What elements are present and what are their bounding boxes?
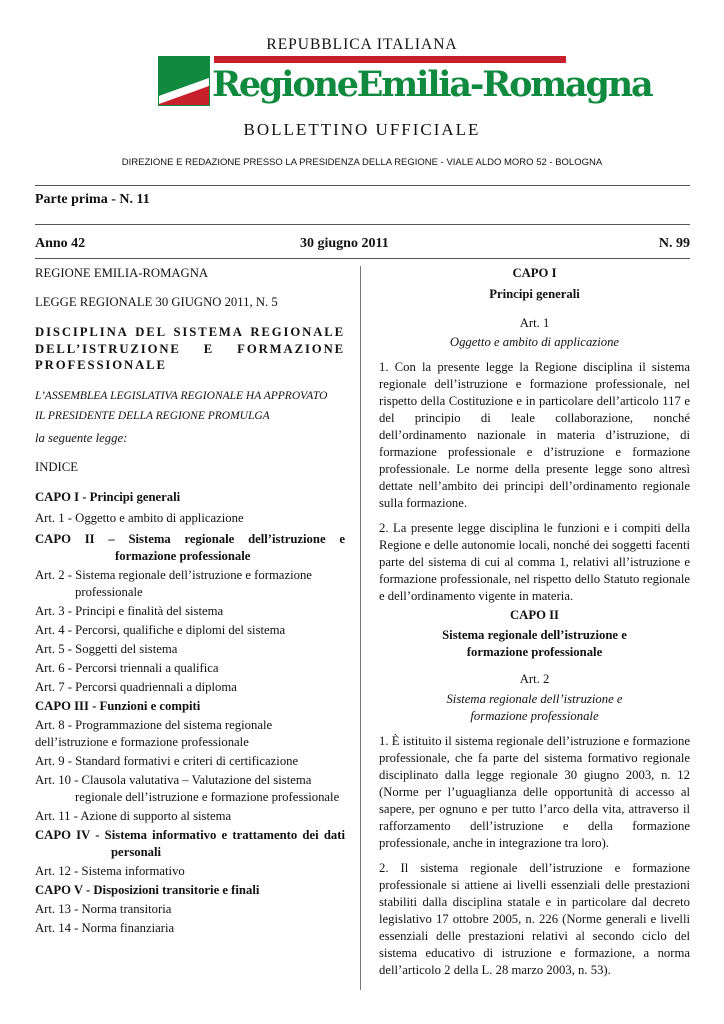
president-promulgation: IL PRESIDENTE DELLA REGIONE PROMULGA [35, 409, 270, 422]
art-2-paragraph-1: 1. È istituito il sistema regionale dell’istruzione e formazione professionale, che fa parte del sistema formativo regionale disciplinato dalla legge regionale 30 giugno 2003, n. 12 (Norme per l’uguaglianza delle opportunità di accesso al sapere, per ognuno e per tutto l’arco della vita, attraverso il rafforzamento dell’istruzione e della formazione professionale, anche in integrazione tra loro). [379, 734, 690, 850]
art-2-paragraph-2: 2. Il sistema regionale dell’istruzione e formazione professionale si attiene ai livelli essenziali delle prestazioni stabiliti dalla disciplina statale e in particolare dal decreto legislativo 17 ottobre 2005, n. 226 (Norme generali e livelli essenziali delle prestazioni relativi al secondo ciclo del sistema educativo di istruzione e formazione, a norma dell’articolo 2 della L. 28 marzo 2003, n. 53). [379, 861, 690, 977]
art-1-paragraph-2: 2. La presente legge disciplina le funzioni e i compiti della Regione e delle autonomie locali, nonché dei soggetti facenti parte del sistema di cui al comma 1, relativi all’istruzione e formazione professionale, nel rispetto dello Statuto regionale e dell’ordinamento vigente in materia. [379, 521, 690, 603]
art-2-heading: Art. 2 [519, 672, 550, 686]
art-2-title: Sistema regionale dell’istruzione e formazione professionale [446, 692, 623, 723]
art-1-paragraph-1: 1. Con la presente legge la Regione disciplina il sistema regionale dell’istruzione e formazione professionale, nel rispetto della Costituzione e in particolare dell’articolo 117 e del principio di leale collaborazione, nonché dell’ordinamento nazionale in materia d’istruzione, di formazione professionale e d’istruzione e formazione professionale. Le norme della presente legge sono altresì dettate nell’ambito dei principi dell’ordinamento regionale sulla formazione. [379, 360, 690, 510]
index-art-14: Art. 14 - Norma finanziaria [35, 920, 175, 935]
issue-number: N. 99 [658, 236, 690, 251]
index-capo-2: CAPO II – Sistema regionale dell’istruzione e formazione professionale [35, 531, 345, 563]
law-title: DISCIPLINA DEL SISTEMA REGIONALE DELL’ISTRUZIONE E FORMAZIONE PROFESSIONALE [35, 325, 345, 372]
index-art-3: Art. 3 - Principi e finalità del sistema [35, 603, 224, 618]
capo-1-title: Principi generali [489, 287, 580, 301]
direction-line: DIREZIONE E REDAZIONE PRESSO LA PRESIDENZA DELLA REGIONE - VIALE ALDO MORO 52 - BOLOGNA [121, 157, 603, 168]
capo-1-heading: CAPO I [512, 266, 557, 280]
art-1-title: Oggetto e ambito di applicazione [449, 335, 620, 349]
following-law: la seguente legge: [35, 430, 128, 445]
divider [35, 185, 690, 186]
index-list [35, 489, 345, 937]
index-art-13: Art. 13 - Norma transitoria [35, 901, 172, 916]
capo-2-title: Sistema regionale dell’istruzione e formazione professionale [442, 628, 627, 659]
index-art-7: Art. 7 - Percorsi quadriennali a diploma [35, 679, 237, 694]
law-heading: LEGGE REGIONALE 30 GIUGNO 2011, N. 5 [35, 295, 278, 309]
index-art-10: Art. 10 - Clausola valutativa – Valutazione del sistema regionale dell’istruzione e formazione professionale [35, 772, 340, 804]
index-art-4: Art. 4 - Percorsi, qualifiche e diplomi del sistema [35, 622, 286, 637]
index-capo-1: CAPO I - Principi generali [35, 489, 181, 504]
index-capo-3: CAPO III - Funzioni e compiti [35, 698, 201, 713]
capo-2-heading: CAPO II [510, 608, 559, 622]
logo-wordmark: RegioneEmilia-Romagna [212, 64, 652, 105]
region-logo [158, 56, 652, 114]
divider [35, 258, 690, 259]
right-column [379, 265, 690, 979]
region-flag-icon [158, 56, 210, 106]
index-art-2: Art. 2 - Sistema regionale dell’istruzione e formazione professionale [35, 567, 312, 599]
bulletin-title: BOLLETTINO UFFICIALE [243, 120, 481, 139]
index-art-11: Art. 11 - Azione di supporto al sistema [35, 808, 232, 823]
divider [35, 224, 690, 225]
index-art-8: Art. 8 - Programmazione del sistema regionale dell’istruzione e formazione professionale [35, 717, 273, 749]
left-column [35, 265, 345, 939]
index-heading: INDICE [35, 459, 78, 474]
issue-date: 30 giugno 2011 [300, 236, 389, 251]
assembly-approval: L’ASSEMBLEA LEGISLATIVA REGIONALE HA APPROVATO [35, 389, 328, 402]
index-capo-4: CAPO IV - Sistema informativo e trattamento dei dati personali [35, 827, 345, 859]
index-art-5: Art. 5 - Soggetti del sistema [35, 641, 178, 656]
parte-label: Parte prima - N. 11 [35, 192, 150, 207]
republic-heading: REPUBBLICA ITALIANA [266, 36, 458, 53]
anno-label: Anno 42 [35, 236, 86, 251]
index-capo-5: CAPO V - Disposizioni transitorie e finali [35, 882, 260, 897]
index-art-6: Art. 6 - Percorsi triennali a qualifica [35, 660, 219, 675]
index-art-1: Art. 1 - Oggetto e ambito di applicazione [35, 510, 244, 525]
region-label: REGIONE EMILIA-ROMAGNA [35, 266, 209, 280]
column-divider [360, 266, 361, 990]
index-art-9: Art. 9 - Standard formativi e criteri di certificazione [35, 753, 299, 768]
index-art-12: Art. 12 - Sistema informativo [35, 863, 185, 878]
art-1-heading: Art. 1 [519, 316, 550, 330]
